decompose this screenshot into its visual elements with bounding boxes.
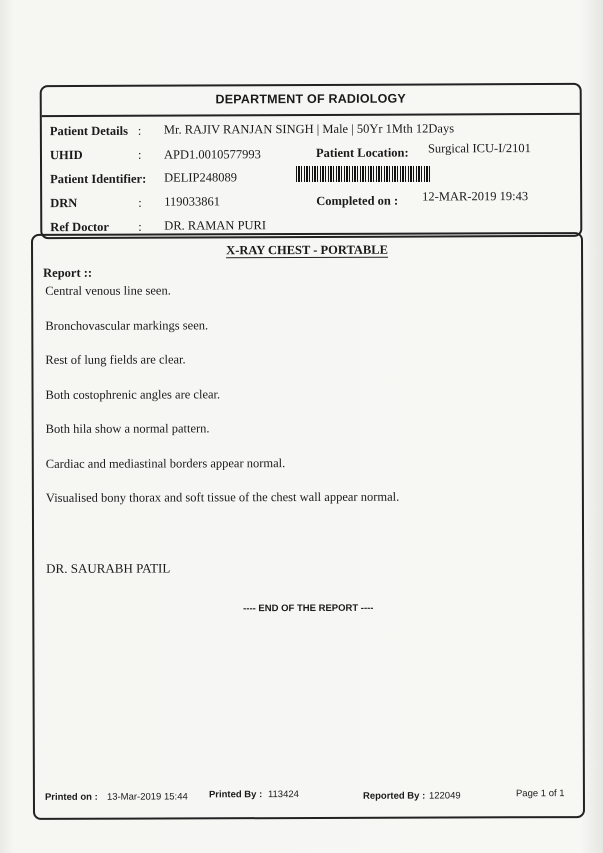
department-title: DEPARTMENT OF RADIOLOGY — [215, 91, 406, 107]
page-number: Page 1 of 1 — [515, 788, 565, 800]
reported-by-value: 122049 — [428, 790, 461, 802]
uhid-value: APD1.0010577993 — [163, 147, 261, 162]
completed-on-value: 12-MAR-2019 19:43 — [422, 189, 529, 204]
finding-line: Central venous line seen. — [45, 283, 171, 298]
patient-header-box — [40, 83, 583, 239]
reported-by-label: Reported By : — [362, 790, 426, 802]
finding-line: Both hila show a normal pattern. — [45, 421, 210, 436]
uhid-label: UHID — [49, 147, 83, 163]
completed-on-label: Completed on : — [316, 193, 399, 208]
report-body-box — [31, 232, 585, 820]
patient-location-label: Patient Location: — [315, 145, 409, 160]
patient-location-value: Surgical ICU-I/2101 — [427, 141, 531, 156]
finding-line: Rest of lung fields are clear. — [45, 352, 186, 367]
report-label: Report :: — [43, 265, 93, 280]
printed-on-label: Printed on : — [44, 791, 98, 803]
finding-line: Cardiac and mediastinal borders appear normal. — [45, 456, 286, 471]
ref-doctor-label: Ref Doctor — [50, 219, 109, 235]
report-title-text: X-RAY CHEST - PORTABLE — [226, 242, 388, 258]
finding-line: Both costophrenic angles are clear. — [45, 387, 221, 402]
header-divider — [42, 113, 580, 117]
drn-value: 119033861 — [164, 194, 221, 209]
colon: : — [138, 219, 142, 234]
printed-on-value: 13-Mar-2019 15:44 — [106, 791, 188, 803]
ref-doctor-value: DR. RAMAN PURI — [164, 218, 267, 233]
colon: : — [138, 195, 142, 210]
patient-identifier-value: DELIP248089 — [164, 170, 238, 185]
printed-by-label: Printed By : — [208, 789, 263, 801]
reporting-doctor: DR. SAURABH PATIL — [46, 560, 171, 576]
patient-details-label: Patient Details — [49, 123, 129, 139]
patient-details-value: Mr. RAJIV RANJAN SINGH | Male | 50Yr 1Mth 12Days — [163, 121, 455, 137]
finding-line: Bronchovascular markings seen. — [45, 318, 209, 333]
finding-line: Visualised bony thorax and soft tissue of the chest wall appear normal. — [45, 489, 400, 505]
patient-details-row — [50, 124, 128, 139]
patient-barcode — [296, 166, 431, 182]
patient-identifier-label: Patient Identifier: — [50, 171, 147, 187]
colon: : — [137, 147, 142, 162]
colon: : — [137, 123, 142, 138]
printed-by-value: 113424 — [267, 789, 299, 801]
drn-label: DRN — [50, 196, 78, 211]
end-of-report: ---- END OF THE REPORT ---- — [243, 602, 374, 615]
report-title — [33, 242, 581, 259]
